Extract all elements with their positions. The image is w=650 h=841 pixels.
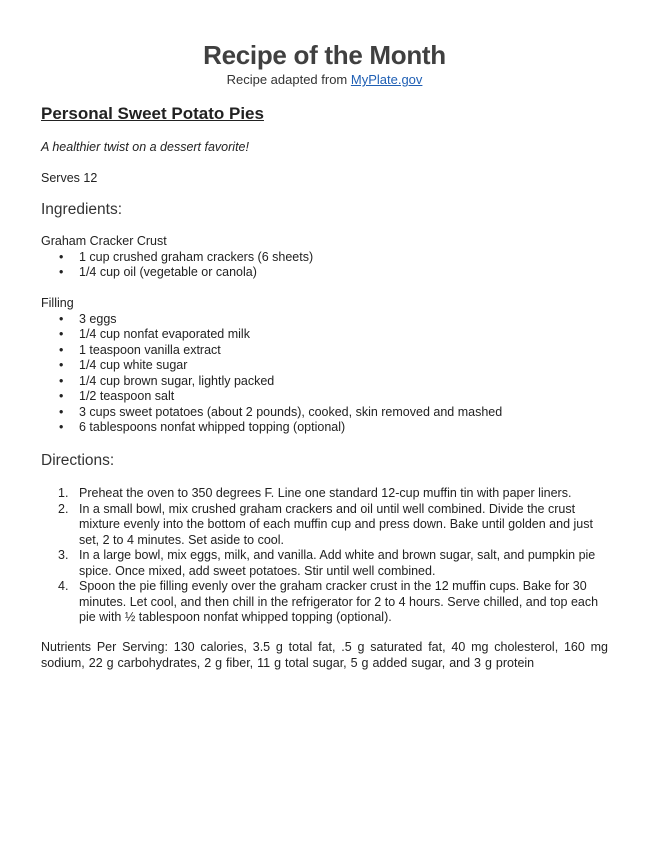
source-line (41, 72, 608, 87)
crust-heading: Graham Cracker Crust (41, 234, 167, 248)
direction-step (41, 548, 608, 579)
direction-step (41, 502, 608, 549)
list-item: • 1 cup crushed graham crackers (6 sheets) (41, 250, 608, 266)
filling-list (41, 312, 608, 436)
filling-heading: Filling (41, 296, 74, 310)
recipe-tagline: A healthier twist on a dessert favorite! (41, 140, 249, 154)
nutrients-per-serving: Nutrients Per Serving: 130 calories, 3.5 g total fat, .5 g saturated fat, 40 mg cholesterol, 160 mg sodium, 22 g carbohydrates, 2 g fiber, 11 g total sugar, 5 g added sugar, and 3 g protein (41, 640, 608, 670)
list-item: • 1 teaspoon vanilla extract (41, 343, 608, 359)
step-text: In a large bowl, mix eggs, milk, and vanilla. Add white and brown sugar, salt, and pumpkin pie spice. Once mixed, add sweet potatoes. Stir until well combined. (79, 548, 596, 578)
source-prefix: Recipe adapted from (226, 72, 351, 87)
servings: Serves 12 (41, 171, 98, 185)
directions-heading: Directions: (41, 452, 115, 469)
list-item: • 1/4 cup brown sugar, lightly packed (41, 374, 608, 390)
direction-step (41, 579, 608, 626)
crust-list (41, 250, 608, 281)
directions-section (41, 486, 608, 626)
list-item: • 1/4 cup oil (vegetable or canola) (41, 265, 608, 281)
page-title: Recipe of the Month (203, 40, 446, 70)
list-item: • 3 eggs (41, 312, 608, 328)
step-text: In a small bowl, mix crushed graham crackers and oil until well combined. Divide the crust mixture evenly into the bottom of each muffin cup and press down. Bake until golden and just set, 2 to 4 minutes. Set aside to cool. (79, 501, 593, 547)
ingredients-heading: Ingredients: (41, 201, 122, 218)
myplate-link[interactable]: MyPlate.gov (350, 72, 423, 87)
step-number: 2. (58, 501, 69, 516)
step-number: 3. (58, 548, 69, 562)
step-number: 1. (58, 486, 69, 500)
filling-section (41, 296, 608, 436)
recipe-name: Personal Sweet Potato Pies (41, 104, 264, 123)
direction-step (41, 486, 608, 502)
list-item: • 6 tablespoons nonfat whipped topping (optional) (41, 420, 608, 436)
list-item: • 1/4 cup white sugar (41, 358, 608, 374)
list-item: • 3 cups sweet potatoes (about 2 pounds), cooked, skin removed and mashed (41, 405, 608, 421)
step-text: Preheat the oven to 350 degrees F. Line one standard 12-cup muffin tin with paper liners. (79, 486, 572, 500)
directions-list (41, 486, 608, 626)
list-item: • 1/2 teaspoon salt (41, 389, 608, 405)
crust-section (41, 234, 608, 281)
step-number: 4. (58, 579, 69, 593)
list-item: • 1/4 cup nonfat evaporated milk (41, 327, 608, 343)
step-text: Spoon the pie filling evenly over the graham cracker crust in the 12 muffin cups. Bake for 30 minutes. Let cool, and then chill in the refrigerator for 2 to 4 hours. Serve chilled, and top each pie with ½ tablespoon nonfat whipped topping (optional). (79, 579, 599, 624)
